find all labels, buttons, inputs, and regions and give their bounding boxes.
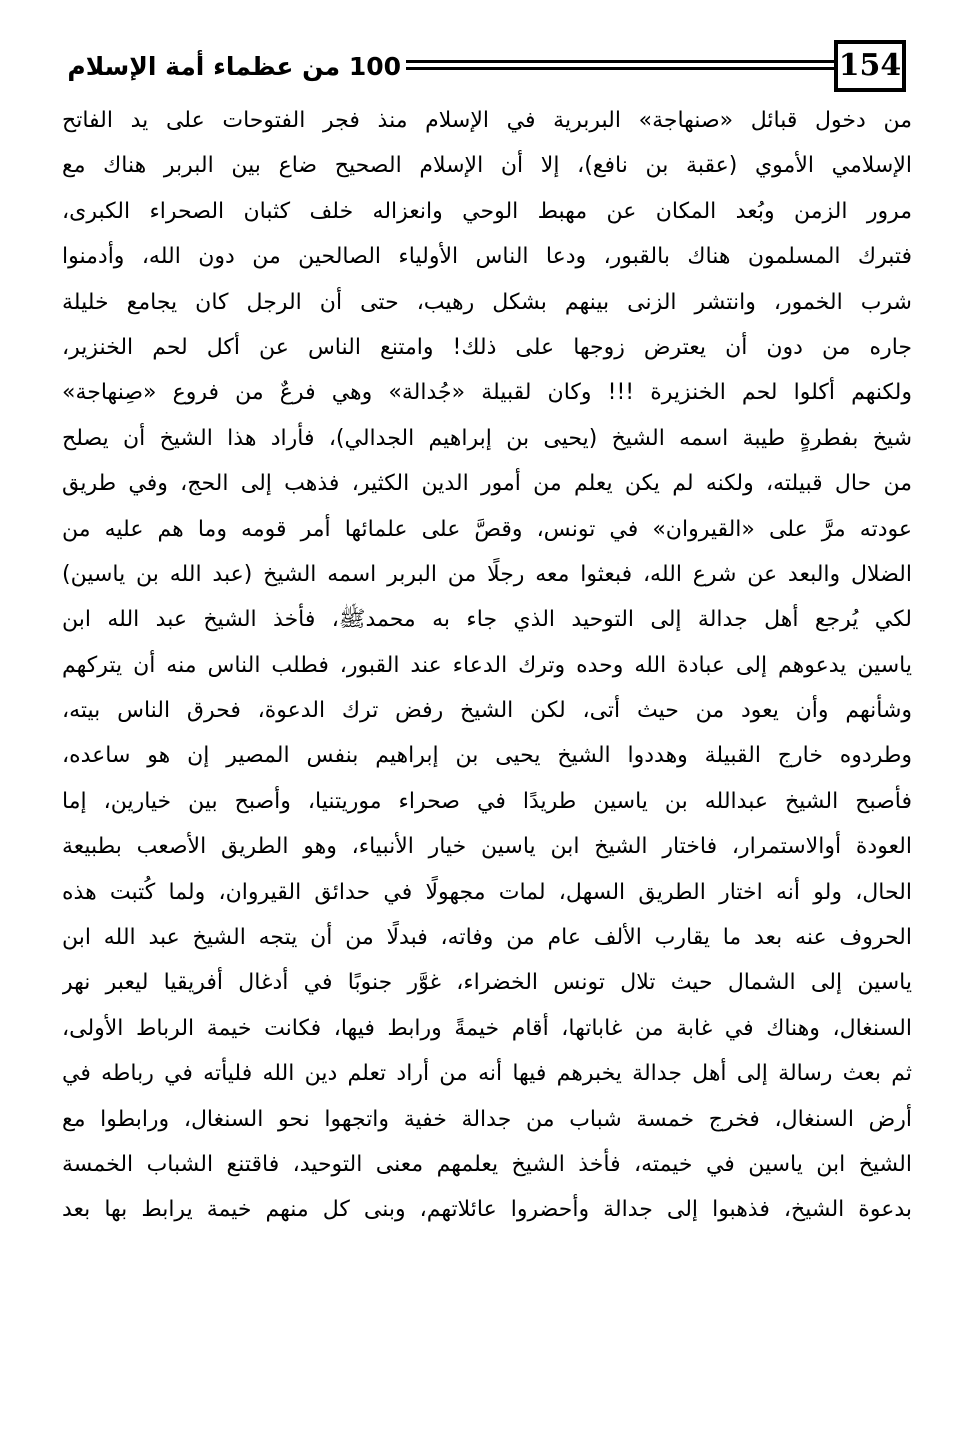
text-line: فتبرك المسلمون هناك بالقبور، ودعا الناس الأولياء الصالحين من دون الله، وأدمنوا [62, 244, 912, 270]
body-text [62, 98, 912, 1233]
text-line: من حال قبيلته، ولكنه لم يكن يعلم من أمور الدين الكثير، فذهب إلى الحج، وفي طريق [62, 471, 912, 497]
text-line: جاره من دون أن يعترض زوجها على ذلك! وامتنع الناس عن أكل لحم الخنزير، [62, 334, 912, 360]
text-line: الحروف عنه بعد ما يقارب الألف عام من وفاته، فبدلًا من أن يتجه الشيخ عبد الله ابن [62, 925, 912, 951]
text-line: ياسين يدعوهم إلى عبادة الله وحده وترك الدعاء عند القبور، فطلب الناس منه أن يتركهم [62, 652, 912, 678]
text-line: ثم بعث رسالة إلى أهل جدالة يخبرهم فيها أنه من أراد تعلم دين الله فليأته في رباطه في [62, 1061, 912, 1087]
text-line: مرور الزمن وبُعد المكان عن مهبط الوحي وانعزاله خلف كثبان الصحراء الكبرى، [62, 198, 912, 224]
text-line: شيخ بفطرةٍ طيبة اسمه الشيخ (يحيى بن إبراهيم الجدالي)، فأراد هذا الشيخ أن يصلح [62, 425, 912, 451]
text-line: الضلال والبعد عن شرع الله، فبعثوا معه رجلًا من البربر اسمه الشيخ (عبد الله بن ياسين) [62, 561, 912, 587]
text-line: بدعوة الشيخ، فذهبوا إلى جدالة وأحضروا عائلاتهم، وبنى كل منهم خيمة يرابط بها بعد [62, 1197, 912, 1223]
text-line: ياسين إلى الشمال حيث تلال تونس الخضراء، غوَّر جنوبًا في أدغال أفريقيا ليعبر نهر [62, 970, 912, 996]
text-line: وشأنهم وأن يعود من حيث أتى، لكن الشيخ رفض ترك الدعوة، فحرق الناس بيته، [62, 698, 912, 724]
text-line: العودة أوالاستمرار، فاختار الشيخ ابن ياسين خيار الأنبياء، وهو الطريق الأصعب بطبيعة [62, 834, 912, 860]
text-line: من دخول قبائل «صنهاجة» البربرية في الإسلام منذ فجر الفتوحات على يد الفاتح [62, 108, 912, 133]
page-header [56, 40, 911, 96]
text-line: لكي يُرجع أهل جدالة إلى التوحيد الذي جاء به محمدﷺ، فأخذ الشيخ عبد الله ابن [62, 607, 912, 633]
text-line: الشيخ ابن ياسين في خيمته، فأخذ الشيخ يعلمهم معنى التوحيد، فاقتنع الشباب الخمسة [62, 1151, 912, 1177]
text-line: شرب الخمور، وانتشر الزنى بينهم بشكل رهيب، حتى أن الرجل كان يجامع خليلة [62, 289, 912, 315]
text-line: ولكنهم أكلوا لحم الخنزيرة !!! وكان لقبيلة «جُدالة» وهي فرعٌ من فروع «صِنهاجة» [62, 380, 912, 406]
book-title: 100 من عظماء أمة الإسلام [67, 52, 401, 81]
text-line: السنغال، وهناك في غابة من غاباتها، أقام خيمةً ورابط فيها، فكانت خيمة الرباط الأولى، [62, 1015, 912, 1041]
text-line: وطردوه خارج القبيلة وهددوا الشيخ يحيى بن إبراهيم بنفس المصير إن هو ساعده، [62, 743, 912, 769]
text-line: الحال، ولو أنه اختار الطريق السهل، لمات مجهولًا في حدائق القيروان، ولما كُتبت هذه [62, 879, 912, 905]
header-divider-rule [406, 60, 834, 70]
text-line: الإسلامي الأموي (عقبة بن نافع)، إلا أن الإسلام الصحيح ضاع بين البربر هناك مع [62, 153, 912, 179]
text-line: فأصبح الشيخ عبدالله بن ياسين طريدًا في صحراء موريتنيا، وأصبح بين خيارين، إما [62, 788, 912, 814]
page-number-box: 154 [834, 40, 906, 92]
text-line: عودته مرَّ على «القيروان» في تونس، وقصَّ على علمائها أمر قومه وما هم عليه من [62, 516, 912, 542]
text-line: أرض السنغال، فخرج خمسة شباب من جدالة خفية واتجهوا نحو السنغال، ورابطوا مع [62, 1106, 912, 1132]
